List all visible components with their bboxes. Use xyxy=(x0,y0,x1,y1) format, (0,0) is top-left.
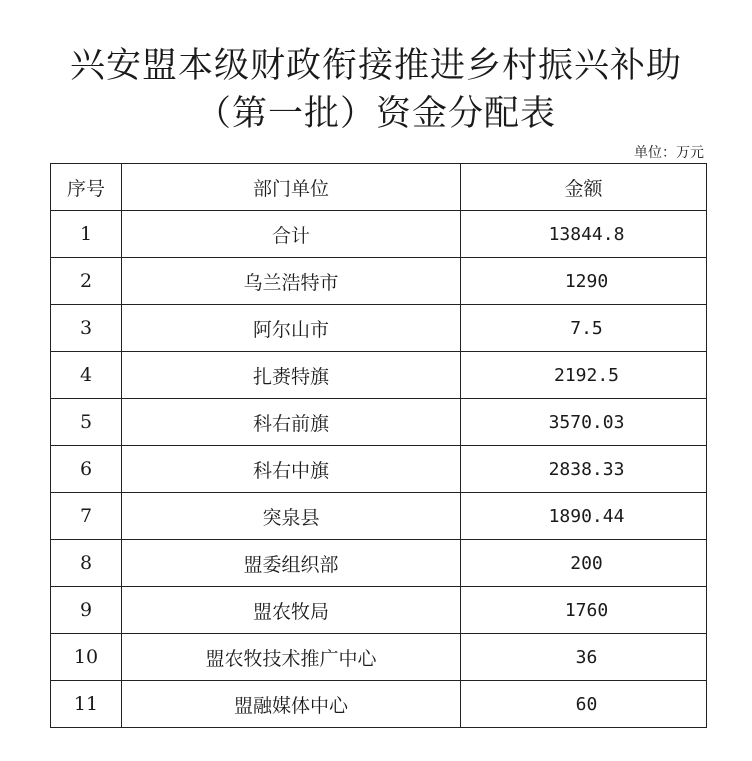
table-row xyxy=(51,587,707,634)
row-amount: 13844.8 xyxy=(461,211,707,258)
allocation-table xyxy=(50,163,707,728)
table-row xyxy=(51,258,707,305)
row-index: 7 xyxy=(51,493,122,540)
row-unit: 盟融媒体中心 xyxy=(122,681,461,728)
row-amount: 7.5 xyxy=(461,305,707,352)
row-unit: 突泉县 xyxy=(122,493,461,540)
row-unit: 乌兰浩特市 xyxy=(122,258,461,305)
row-amount: 36 xyxy=(461,634,707,681)
row-unit: 扎赉特旗 xyxy=(122,352,461,399)
row-amount: 2838.33 xyxy=(461,446,707,493)
row-unit: 科右前旗 xyxy=(122,399,461,446)
table-row xyxy=(51,634,707,681)
table-row xyxy=(51,305,707,352)
row-amount: 1760 xyxy=(461,587,707,634)
document-title-line-1: 兴安盟本级财政衔接推进乡村振兴补助 xyxy=(69,46,682,86)
row-index: 2 xyxy=(51,258,122,305)
row-amount: 2192.5 xyxy=(461,352,707,399)
table-header-row xyxy=(51,164,707,211)
table-row xyxy=(51,540,707,587)
row-amount: 3570.03 xyxy=(461,399,707,446)
row-index: 5 xyxy=(51,399,122,446)
table-row xyxy=(51,399,707,446)
row-amount: 60 xyxy=(461,681,707,728)
row-index: 1 xyxy=(51,211,122,258)
row-index: 11 xyxy=(51,681,122,728)
header-amount: 金额 xyxy=(461,164,707,211)
row-index: 6 xyxy=(51,446,122,493)
header-index: 序号 xyxy=(51,164,122,211)
row-index: 9 xyxy=(51,587,122,634)
row-index: 3 xyxy=(51,305,122,352)
row-unit: 盟农牧技术推广中心 xyxy=(122,634,461,681)
row-unit: 科右中旗 xyxy=(122,446,461,493)
row-unit: 合计 xyxy=(122,211,461,258)
table-row xyxy=(51,211,707,258)
table-row xyxy=(51,352,707,399)
row-amount: 200 xyxy=(461,540,707,587)
row-unit: 盟农牧局 xyxy=(122,587,461,634)
row-index: 4 xyxy=(51,352,122,399)
table-row xyxy=(51,493,707,540)
header-unit: 部门单位 xyxy=(122,164,461,211)
row-unit: 盟委组织部 xyxy=(122,540,461,587)
row-amount: 1290 xyxy=(461,258,707,305)
table-row xyxy=(51,446,707,493)
row-index: 10 xyxy=(51,634,122,681)
row-amount: 1890.44 xyxy=(461,493,707,540)
document-title-line-2: （第一批）资金分配表 xyxy=(195,94,556,134)
row-index: 8 xyxy=(51,540,122,587)
table-row xyxy=(51,681,707,728)
unit-label: 单位：万元 xyxy=(634,145,704,161)
row-unit: 阿尔山市 xyxy=(122,305,461,352)
